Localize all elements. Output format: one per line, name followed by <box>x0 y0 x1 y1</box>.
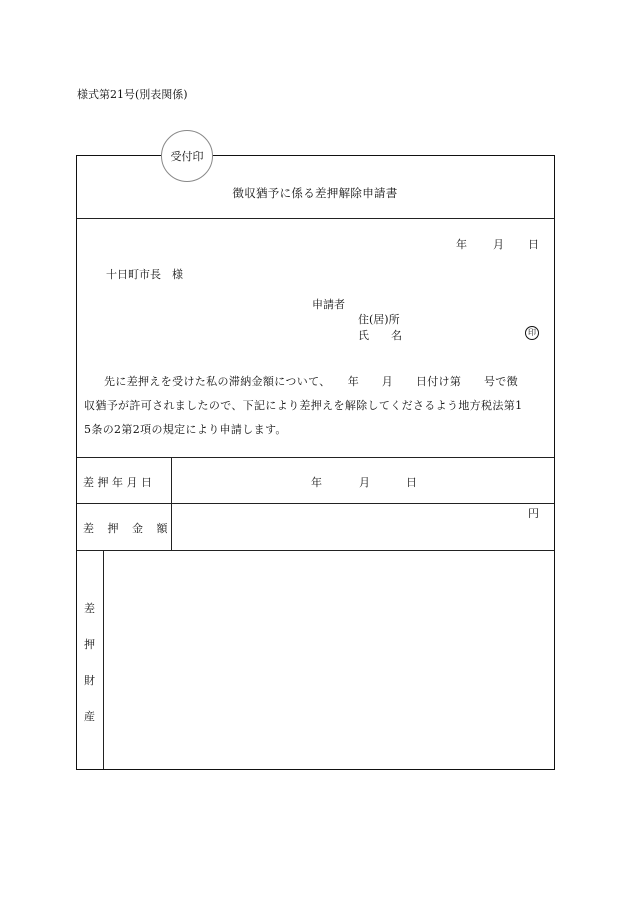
seal-mark-icon: 印 <box>525 326 539 340</box>
statement-line-1: 先に差押えを受けた私の滞納金額について、 年 月 日付け第 号で徴 <box>104 375 519 388</box>
seizure-date-month: 月 <box>359 476 370 489</box>
seizure-date-day: 日 <box>406 476 417 489</box>
address-label: 住(居)所 <box>358 313 400 326</box>
addressee: 十日町市長 様 <box>106 268 183 281</box>
applicant-label: 申請者 <box>312 298 345 311</box>
statement-divider <box>77 457 554 458</box>
form-number: 様式第21号(別表関係) <box>77 88 188 101</box>
seized-property-char-1: 差 <box>84 602 95 615</box>
statement-line-3: 5条の2第2項の規定により申請します。 <box>84 423 287 436</box>
reception-stamp-circle <box>161 130 213 182</box>
seizure-amount-unit: 円 <box>528 507 539 520</box>
date-row-divider <box>77 503 554 504</box>
seizure-date-label: 差押年月日 <box>83 476 156 489</box>
title-divider <box>77 218 554 219</box>
seizure-date-year: 年 <box>311 476 322 489</box>
amount-row-divider <box>77 550 554 551</box>
date-day-label: 日 <box>528 238 539 251</box>
date-year-label: 年 <box>456 238 467 251</box>
seized-property-char-4: 産 <box>84 710 95 723</box>
application-form-frame <box>76 155 555 770</box>
name-label: 氏 名 <box>358 329 402 342</box>
statement-line-2: 収猶予が許可されましたので、下記により差押えを解除してくださるよう地方税法第1 <box>84 399 523 412</box>
seizure-amount-label: 差押金額 <box>83 522 181 535</box>
seized-property-char-3: 財 <box>84 674 95 687</box>
seized-property-char-2: 押 <box>84 638 95 651</box>
label-column-divider <box>171 457 172 550</box>
date-month-label: 月 <box>493 238 504 251</box>
property-label-divider <box>103 550 104 769</box>
form-title: 徴収猶予に係る差押解除申請書 <box>232 186 398 200</box>
reception-stamp-label: 受付印 <box>170 150 204 163</box>
